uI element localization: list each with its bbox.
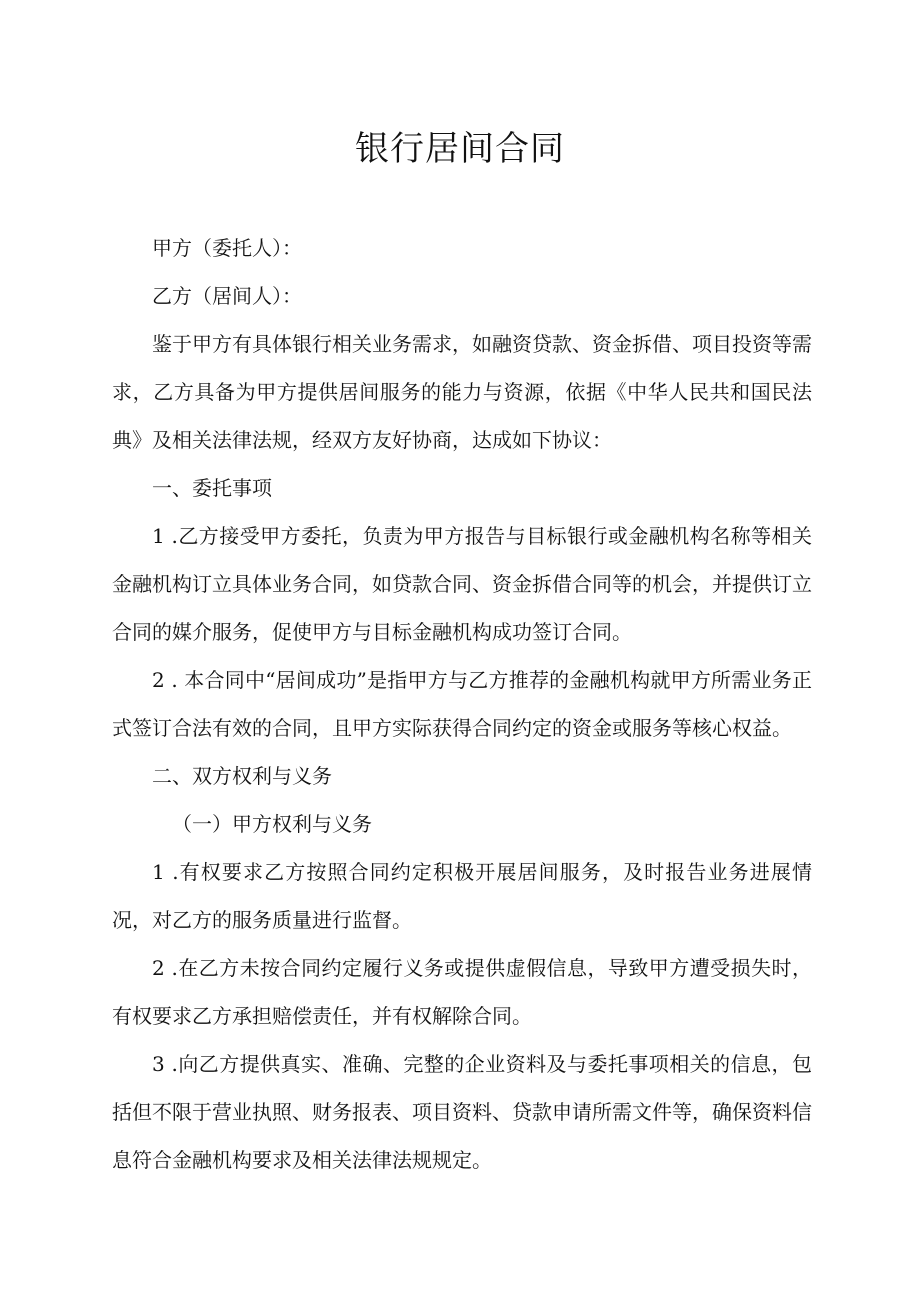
section-2-subheading-1: （一）甲方权利与义务 <box>172 812 372 836</box>
section-2-heading: 二、双方权利与义务 <box>152 764 332 788</box>
party-a-line: 甲方（委托人）： <box>152 236 302 260</box>
section-1-item-1: 1 .乙方接受甲方委托，负责为甲方报告与目标银行或金融机构名称等相关金融机构订立具体业务合同，如贷款合同、资金拆借合同等的机会，并提供订立合同的媒介服务，促使甲方与目标金融机构成功签订合同。 <box>112 524 812 644</box>
section-2-sub-1-item-2: 2 .在乙方未按合同约定履行义务或提供虚假信息，导致甲方遭受损失时，有权要求乙方承担赔偿责任，并有权解除合同。 <box>112 956 812 1028</box>
section-2-sub-1-item-3: 3 .向乙方提供真实、准确、完整的企业资料及与委托事项相关的信息，包括但不限于营业执照、财务报表、项目资料、贷款申请所需文件等，确保资料信息符合金融机构要求及相关法律法规规定。 <box>112 1052 812 1172</box>
section-1-item-2: 2 . 本合同中“居间成功”是指甲方与乙方推荐的金融机构就甲方所需业务正式签订合法有效的合同，且甲方实际获得合同约定的资金或服务等核心权益。 <box>112 668 812 740</box>
section-2-sub-1-item-1: 1 .有权要求乙方按照合同约定积极开展居间服务，及时报告业务进展情况，对乙方的服务质量进行监督。 <box>112 860 812 932</box>
document-body <box>112 224 812 1184</box>
section-1-heading: 一、委托事项 <box>152 476 272 500</box>
preamble-paragraph: 鉴于甲方有具体银行相关业务需求，如融资贷款、资金拆借、项目投资等需求，乙方具备为甲方提供居间服务的能力与资源，依据《中华人民共和国民法典》及相关法律法规，经双方友好协商，达成如下协议： <box>112 332 812 452</box>
party-b-line: 乙方（居间人）： <box>152 284 302 308</box>
document-title: 银行居间合同 <box>355 129 565 169</box>
